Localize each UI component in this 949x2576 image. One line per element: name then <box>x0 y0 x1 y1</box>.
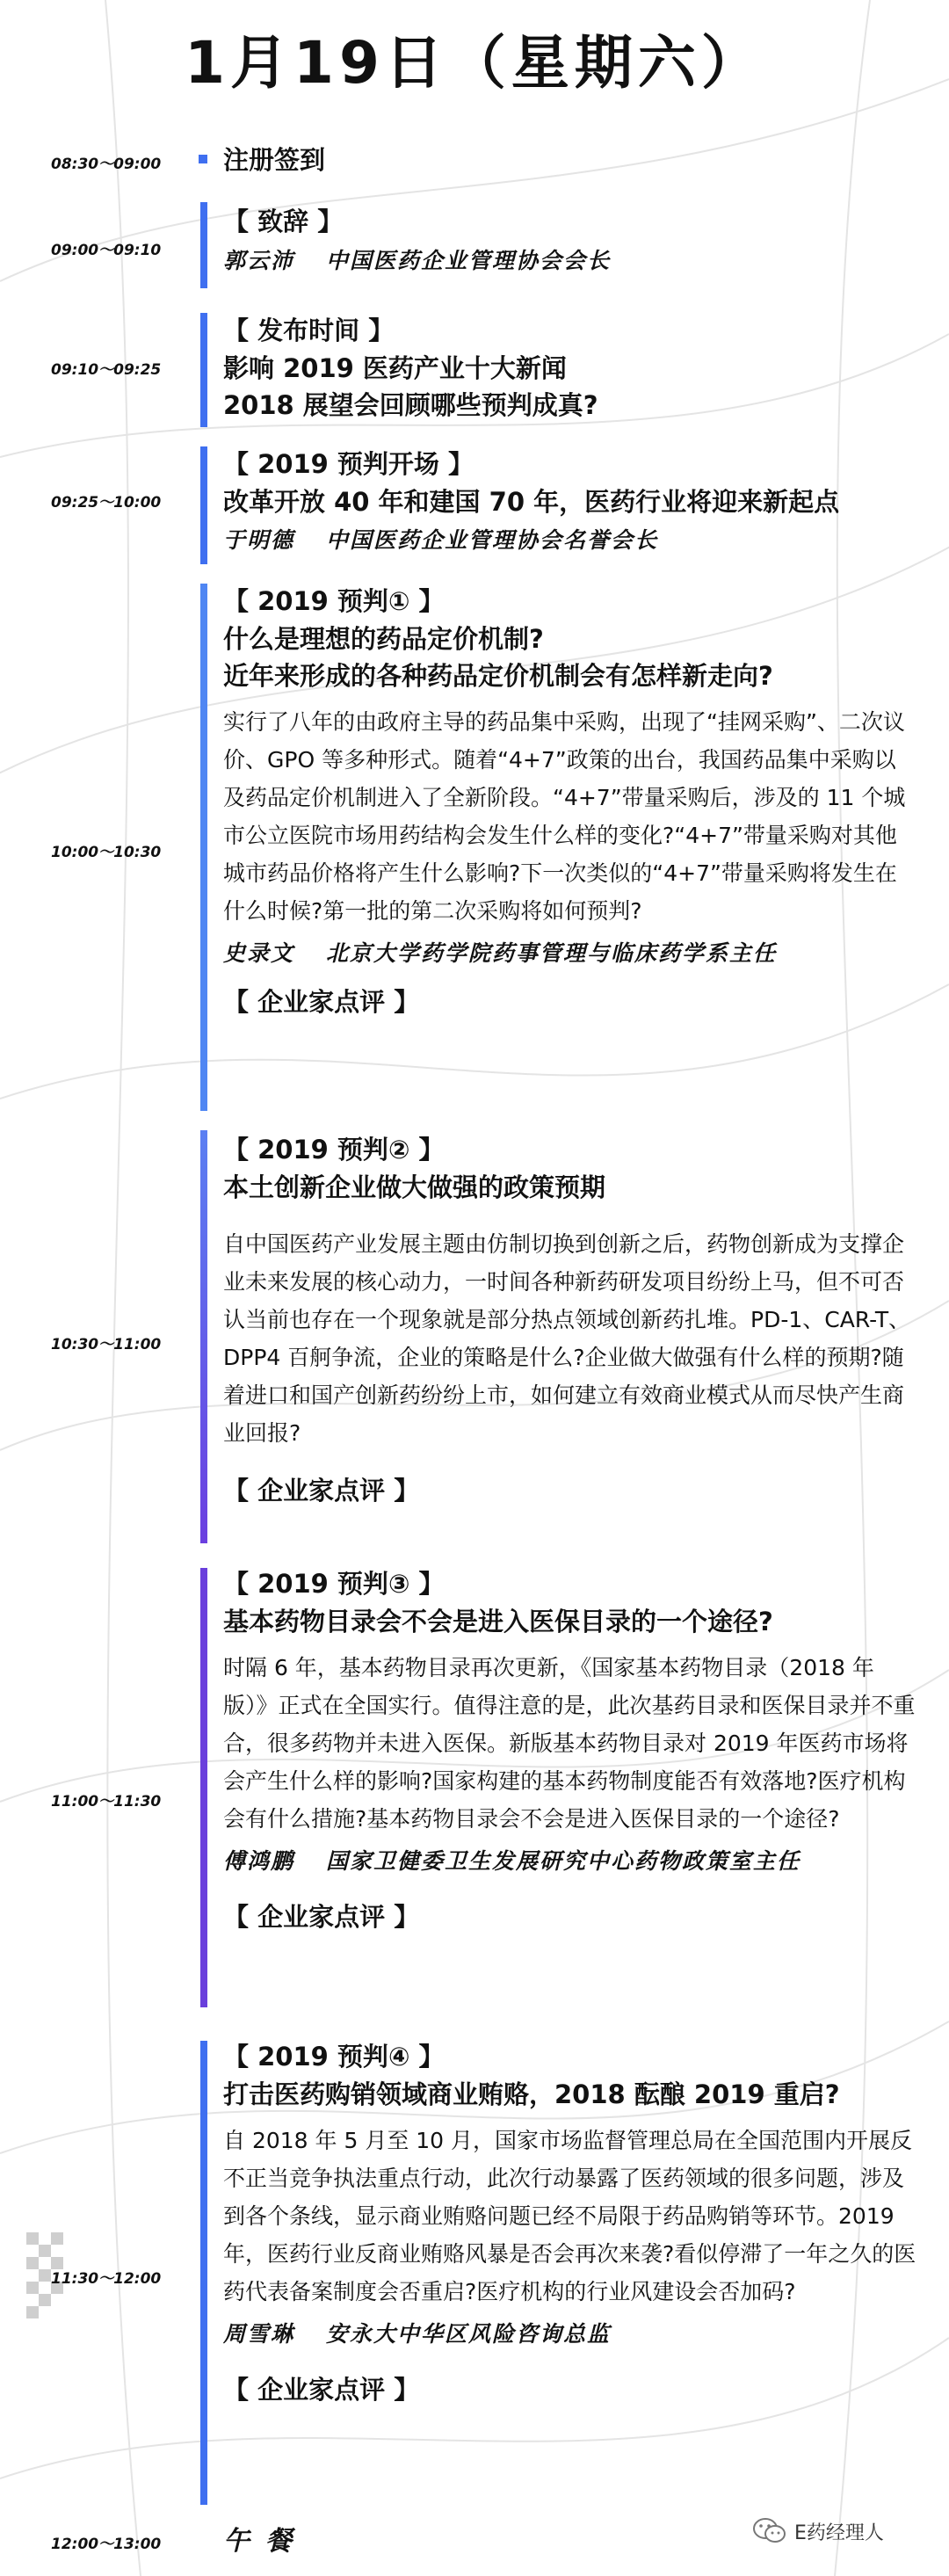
session-bar <box>200 2041 207 2505</box>
entrepreneur-comment: 【 企业家点评 】 <box>223 2375 420 2405</box>
timeline-marker <box>199 155 207 163</box>
session-headline: 基本药物目录会不会是进入医保目录的一个途径? <box>223 1607 773 1636</box>
session-prediction-3 <box>223 1564 917 1936</box>
speaker-line <box>223 520 917 561</box>
speaker-line <box>223 2314 917 2355</box>
session-description: 自中国医药产业发展主题由仿制切换到创新之后，药物创新成为支撑企业未来发展的核心动力，一时间各种新药研发项目纷纷上马，但不可否认当前也存在一个现象就是部分热点领域创新药扎堆。PD-1、CAR-T、DPP4 百舸争流，企业的策略是什么?企业做大做强有什么样的预期?随着进口和国产创新药纷纷上市，如何建立有效商业模式从而尽快产生商业回报? <box>223 1231 911 1446</box>
session-time: 08:30～09:00 <box>51 156 162 173</box>
session-bar <box>200 1130 207 1543</box>
session-prediction-4 <box>223 2037 917 2409</box>
session-time: 11:00～11:30 <box>51 1793 162 1810</box>
speaker-org: 中国医药企业管理协会名誉会长 <box>326 527 659 553</box>
session-headline: 影响 2019 医药产业十大新闻 <box>223 353 567 383</box>
lunch-time: 12:00～13:00 <box>51 2536 162 2553</box>
speaker-org: 北京大学药学院药事管理与临床药学系主任 <box>326 940 778 966</box>
session-headline: 打击医药购销领域商业贿赂，2018 酝酿 2019 重启? <box>223 2079 840 2109</box>
speaker-line <box>223 933 917 974</box>
session-time: 09:00～09:10 <box>51 242 162 259</box>
speaker-line <box>223 241 917 281</box>
session-time: 10:30～11:00 <box>51 1336 162 1353</box>
speaker-org: 国家卫健委卫生发展研究中心药物政策室主任 <box>326 1848 801 1874</box>
wechat-icon <box>752 2517 787 2545</box>
speaker-name: 周雪琳 <box>223 2321 295 2347</box>
session-opening-speech <box>223 202 917 281</box>
session-description: 自 2018 年 5 月至 10 月，国家市场监督管理总局在全国范围内开展反不正当竞争执法重点行动，此次行动暴露了医药领域的很多问题，涉及到各个条线，显示商业贿赂问题已经不局限于药品购销等环节。2019 年，医药行业反商业贿赂风暴是否会再次来袭?看似停滞了一年之久的医药代表备案制度会否重启?医疗机构的行业风建设会否加码? <box>223 2128 916 2304</box>
session-bar <box>200 1568 207 2007</box>
session-label: 【 2019 预判④ 】 <box>223 2042 445 2072</box>
session-label: 【 发布时间 】 <box>223 316 395 345</box>
session-headline: 什么是理想的药品定价机制? <box>223 624 544 654</box>
speaker-org: 安永大中华区风险咨询总监 <box>326 2321 612 2347</box>
session-release <box>223 311 917 424</box>
speaker-org: 中国医药企业管理协会会长 <box>326 248 612 273</box>
session-label: 【 2019 预判② 】 <box>223 1135 445 1165</box>
brand-watermark <box>752 2517 884 2545</box>
session-headline: 本土创新企业做大做强的政策预期 <box>223 1172 606 1202</box>
brand-name: E药经理人 <box>794 2522 884 2544</box>
session-description: 实行了八年的由政府主导的药品集中采购，出现了“挂网采购”、二次议价、GPO 等多种形式。随着“4+7”政策的出台，我国药品集中采购以及药品定价机制进入了全新阶段。“4+7”带量采购后，涉及的 11 个城市公立医院市场用药结构会发生什么样的变化?“4+7”带量采购对其他城市药品价格将产生什么影响?下一次类似的“4+7”带量采购将发生在什么时候?第一批的第二次采购将如何预判? <box>223 709 906 924</box>
entrepreneur-comment: 【 企业家点评 】 <box>223 987 420 1017</box>
session-label: 【 致辞 】 <box>223 207 344 236</box>
speaker-name: 傅鸿鹏 <box>223 1848 295 1874</box>
session-time: 09:25～10:00 <box>51 494 162 512</box>
session-prediction-2 <box>223 1130 917 1510</box>
session-bar <box>200 313 207 427</box>
lunch-label: 午餐 <box>223 2526 308 2557</box>
entrepreneur-comment: 【 企业家点评 】 <box>223 1476 420 1506</box>
session-bar <box>200 202 207 288</box>
session-bar <box>200 584 207 1111</box>
page-title: 1月19日（星期六） <box>185 29 764 97</box>
session-label: 【 2019 预判③ 】 <box>223 1569 445 1599</box>
speaker-name: 史录文 <box>223 940 295 966</box>
entrepreneur-comment: 【 企业家点评 】 <box>223 1902 420 1932</box>
session-label: 注册签到 <box>223 145 326 175</box>
session-label: 【 2019 预判① 】 <box>223 586 445 616</box>
session-prediction-1 <box>223 582 917 1021</box>
session-bar <box>200 446 207 564</box>
session-prediction-opening <box>223 445 917 561</box>
session-label: 【 2019 预判开场 】 <box>223 449 474 479</box>
session-time: 10:00～10:30 <box>51 844 162 861</box>
session-headline: 2018 展望会回顾哪些预判成真? <box>223 390 598 420</box>
speaker-name: 郭云沛 <box>223 248 295 273</box>
session-headline: 改革开放 40 年和建国 70 年，医药行业将迎来新起点 <box>223 487 840 517</box>
session-time: 11:30～12:00 <box>51 2270 162 2288</box>
session-description: 时隔 6 年，基本药物目录再次更新，《国家基本药物目录（2018 年版）》正式在全国实行。值得注意的是，此次基药目录和医保目录并不重合，很多药物并未进入医保。新版基本药物目录对 2019 年医药市场将会产生什么样的影响?国家构建的基本药物制度能否有效落地?医疗机构会有什么措施?基本药物目录会不会是进入医保目录的一个途径? <box>223 1655 916 1832</box>
session-registration <box>223 141 917 179</box>
session-headline: 近年来形成的各种药品定价机制会有怎样新走向? <box>223 661 773 691</box>
speaker-line <box>223 1841 917 1882</box>
speaker-name: 于明德 <box>223 527 295 553</box>
session-time: 09:10～09:25 <box>51 361 162 379</box>
